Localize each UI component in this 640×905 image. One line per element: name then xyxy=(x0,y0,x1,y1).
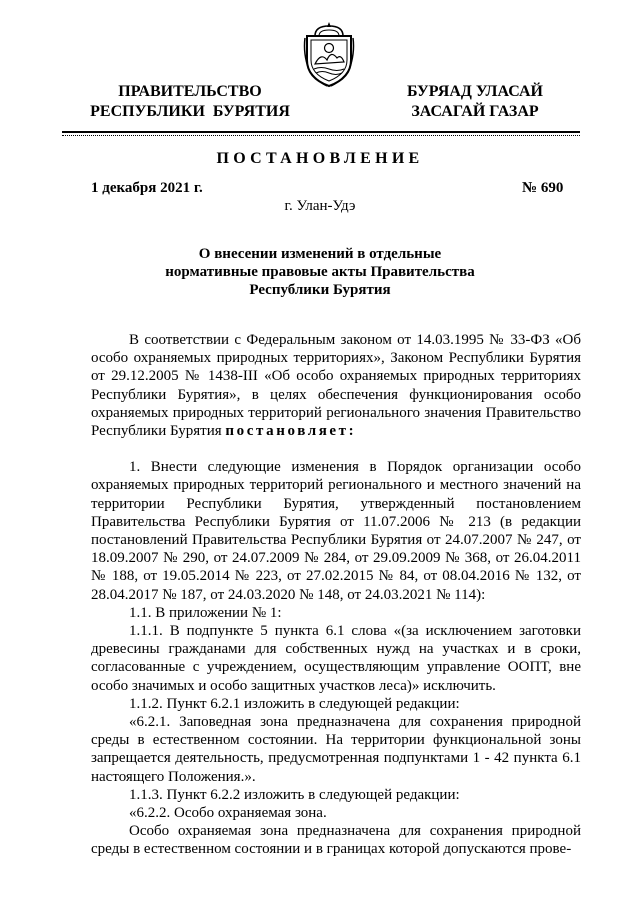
paragraph-6-2-2: «6.2.2. Особо охраняемая зона. xyxy=(129,805,327,822)
header-divider xyxy=(62,131,580,133)
paragraph-1: 1. Внести следующие изменения в Порядок организации особо охраняемых природных территорий регионального и местного значений на территории Республики Бурятия, утвержденный постановлением Правительства Республики Бурятия от 11.07.2006 № 213 (в редакции постановлений Правительства Республики Бурятия от 24.07.2007 № 247, от 18.09.2007 № 290, от 24.07.2009 № 284, от 29.09.2009 № 368, от 26.04.2011 № 188, от 19.05.2014 № 223, от 27.02.2015 № 84, от 08.04.2016 № 132, от 28.04.2017 № 187, от 24.03.2020 № 148, от 24.03.2021 № 114): xyxy=(91,459,581,603)
preamble-text: В соответствии с Федеральным законом от 14.03.1995 № 33-ФЗ «Об особо охраняемых природных территориях», Законом Республики Бурятия от 29.12.2005 № 1438-III «Об особо охраняемых природных территориях Республики Бурятия», в целях обеспечения функционирования особо охраняемых природных территорий регионального значения Правительство Республики Бурятия xyxy=(91,332,581,440)
paragraph-1-1: 1.1. В приложении № 1: xyxy=(129,604,282,621)
document-title-line-3: Республики Бурятия xyxy=(249,282,391,298)
decree-word: постановляет: xyxy=(225,423,357,440)
document-title-line-1: О внесении изменений в отдельные xyxy=(198,246,442,262)
paragraph-1-1-2: 1.1.2. Пункт 6.2.1 изложить в следующей редакции: xyxy=(129,695,460,712)
preamble-paragraph xyxy=(91,331,581,440)
government-name-russian xyxy=(90,82,290,122)
document-body xyxy=(91,331,581,859)
document-title xyxy=(160,245,480,299)
paragraph-6-2-1: «6.2.1. Заповедная зона предназначена для сохранения природной среды в естественном состоянии. На территории функциональной зоны запрещается деятельность, предусмотренная подпунктами 1 - 42 пункта 6.1 настоящего Положения.». xyxy=(91,714,581,785)
government-name-buryat-line-1: БУРЯАД УЛАСАЙ xyxy=(407,83,543,100)
document-city: г. Улан-Удэ xyxy=(284,198,356,214)
document-number: № 690 xyxy=(522,180,564,196)
paragraph-1-1-3: 1.1.3. Пункт 6.2.2 изложить в следующей редакции: xyxy=(129,786,460,803)
document-date: 1 декабря 2021 г. xyxy=(91,180,203,196)
government-name-line-1: ПРАВИТЕЛЬСТВО xyxy=(118,83,262,100)
paragraph-1-1-1: 1.1.1. В подпункте 5 пункта 6.1 слова «(за исключением заготовки древесины гражданами для собственных нужд на участках и в сроки, согласованные с учреждением, осуществляющим управление ООПТ, вне особо значимых и особо защитных участков леса)» исключить. xyxy=(91,623,581,694)
paragraph-protected-zone: Особо охраняемая зона предназначена для сохранения природной среды в естественном состоянии и в границах которой допускаются прове- xyxy=(91,823,581,858)
header-divider-dotted xyxy=(62,135,580,136)
government-name-line-2: РЕСПУБЛИКИ БУРЯТИЯ xyxy=(90,103,290,120)
document-title-line-2: нормативные правовые акты Правительства xyxy=(165,264,475,280)
government-name-buryat xyxy=(400,82,550,122)
document-type: ПОСТАНОВЛЕНИЕ xyxy=(216,150,424,167)
government-name-buryat-line-2: ЗАСАГАЙ ГАЗАР xyxy=(411,103,539,120)
coat-of-arms-icon xyxy=(301,20,357,88)
